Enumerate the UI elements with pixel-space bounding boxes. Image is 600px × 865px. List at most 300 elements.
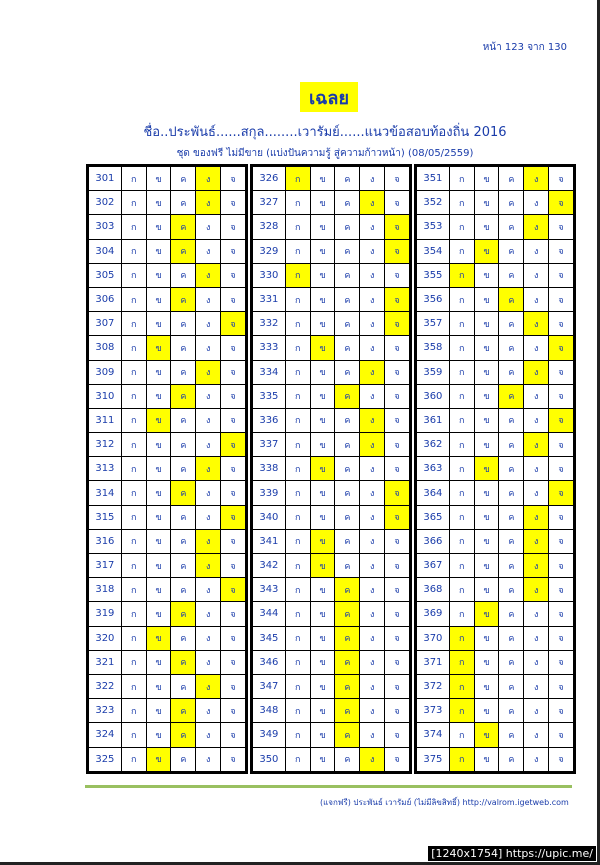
answer-option: ง <box>360 384 385 408</box>
answer-row <box>417 602 574 626</box>
answer-option: ค <box>171 554 196 578</box>
answer-option: ง <box>196 287 221 311</box>
answer-row <box>89 239 246 263</box>
answer-option: จ <box>549 505 574 529</box>
answer-option: ง <box>360 481 385 505</box>
question-number: 343 <box>253 578 286 602</box>
answer-option: ง <box>196 336 221 360</box>
answer-option: ง <box>360 505 385 529</box>
answer-option-correct: ข <box>474 239 499 263</box>
answer-option-correct: ข <box>474 602 499 626</box>
answer-option: จ <box>221 167 246 191</box>
answer-row <box>253 699 410 723</box>
question-number: 339 <box>253 481 286 505</box>
answer-row <box>417 312 574 336</box>
answer-option: ข <box>474 408 499 432</box>
question-number: 357 <box>417 312 450 336</box>
answer-row <box>253 723 410 747</box>
answer-option: จ <box>549 384 574 408</box>
question-number: 303 <box>89 215 122 239</box>
question-number: 363 <box>417 457 450 481</box>
answer-option: จ <box>221 191 246 215</box>
answer-option: จ <box>549 554 574 578</box>
answer-option: ก <box>285 433 310 457</box>
answer-option: จ <box>385 263 410 287</box>
answer-option: ข <box>474 433 499 457</box>
answer-option: จ <box>385 360 410 384</box>
answer-option: ค <box>171 360 196 384</box>
answer-row <box>253 384 410 408</box>
answer-option: จ <box>221 263 246 287</box>
answer-option-correct: ก <box>449 699 474 723</box>
answer-option: จ <box>221 336 246 360</box>
answer-option: ง <box>524 650 549 674</box>
question-number: 333 <box>253 336 286 360</box>
answer-option: ค <box>171 191 196 215</box>
answer-option: จ <box>549 360 574 384</box>
answer-option-correct: ข <box>310 529 335 553</box>
answer-option-correct: ง <box>196 554 221 578</box>
answer-option: ข <box>146 167 171 191</box>
question-number: 306 <box>89 287 122 311</box>
answer-option: ค <box>171 263 196 287</box>
answer-option: ง <box>360 699 385 723</box>
answer-option: ก <box>285 312 310 336</box>
answer-option-correct: ข <box>310 336 335 360</box>
answer-option: ข <box>146 239 171 263</box>
answer-option: ค <box>499 650 524 674</box>
answer-option: ค <box>335 287 360 311</box>
answer-option-correct: ค <box>171 239 196 263</box>
answer-option: ง <box>524 626 549 650</box>
answer-option: ข <box>474 554 499 578</box>
answer-option: ค <box>499 433 524 457</box>
question-number: 316 <box>89 529 122 553</box>
answer-option-correct: ค <box>335 699 360 723</box>
answer-row <box>89 699 246 723</box>
question-number: 317 <box>89 554 122 578</box>
answer-option: ข <box>146 457 171 481</box>
answer-option: ก <box>121 433 146 457</box>
answer-row <box>417 263 574 287</box>
question-number: 326 <box>253 167 286 191</box>
question-number: 356 <box>417 287 450 311</box>
answer-option-correct: ค <box>171 287 196 311</box>
answer-option-correct: จ <box>385 312 410 336</box>
question-number: 338 <box>253 457 286 481</box>
answer-option-correct: ก <box>449 674 474 698</box>
answer-option: จ <box>221 384 246 408</box>
answer-option: ง <box>196 747 221 771</box>
answer-row <box>417 529 574 553</box>
answer-option: จ <box>385 384 410 408</box>
answer-option: จ <box>549 239 574 263</box>
answer-option: จ <box>385 699 410 723</box>
answer-option: ข <box>310 360 335 384</box>
question-number: 312 <box>89 433 122 457</box>
answer-option: ง <box>196 723 221 747</box>
answer-row <box>417 747 574 771</box>
answer-option: ง <box>360 626 385 650</box>
answer-row <box>253 674 410 698</box>
answer-row <box>89 360 246 384</box>
answer-option-correct: ข <box>146 336 171 360</box>
answer-option-correct: ค <box>335 650 360 674</box>
question-number: 304 <box>89 239 122 263</box>
answer-row <box>253 408 410 432</box>
answer-option: ก <box>285 457 310 481</box>
answer-option: ง <box>196 239 221 263</box>
answer-option: ค <box>499 239 524 263</box>
question-number: 358 <box>417 336 450 360</box>
answer-row <box>417 167 574 191</box>
answer-row <box>417 287 574 311</box>
answer-option-correct: ค <box>335 626 360 650</box>
answer-option: ง <box>360 167 385 191</box>
answer-option: ง <box>196 384 221 408</box>
question-number: 361 <box>417 408 450 432</box>
answer-option: จ <box>385 747 410 771</box>
answer-option: ก <box>121 626 146 650</box>
answer-option-correct: ข <box>146 747 171 771</box>
answer-option: ข <box>310 433 335 457</box>
image-watermark: [1240x1754] https://upic.me/ <box>428 846 596 861</box>
answer-option: จ <box>385 191 410 215</box>
question-number: 348 <box>253 699 286 723</box>
answer-column-2 <box>250 164 412 774</box>
answer-option: ข <box>474 312 499 336</box>
answer-row <box>253 263 410 287</box>
answer-option: จ <box>221 408 246 432</box>
answer-option: ก <box>449 723 474 747</box>
answer-option: จ <box>549 674 574 698</box>
answer-row <box>417 215 574 239</box>
answer-option: จ <box>221 626 246 650</box>
answer-option: ง <box>360 723 385 747</box>
answer-option: ค <box>499 360 524 384</box>
answer-row <box>89 481 246 505</box>
answer-option: ก <box>121 263 146 287</box>
answer-row <box>417 457 574 481</box>
question-number: 332 <box>253 312 286 336</box>
answer-option: ก <box>449 505 474 529</box>
answer-option: ค <box>171 336 196 360</box>
answer-option: ก <box>449 384 474 408</box>
answer-option: ค <box>499 481 524 505</box>
answer-option: ง <box>196 699 221 723</box>
answer-option: ค <box>499 191 524 215</box>
answer-option-correct: ง <box>524 554 549 578</box>
answer-option: ข <box>146 578 171 602</box>
answer-option: ข <box>310 287 335 311</box>
question-number: 362 <box>417 433 450 457</box>
answer-option: ค <box>499 723 524 747</box>
answer-option: ง <box>360 650 385 674</box>
answer-option: จ <box>385 626 410 650</box>
answer-row <box>253 602 410 626</box>
answer-option: ข <box>310 699 335 723</box>
answer-option-correct: จ <box>385 481 410 505</box>
answer-option-correct: ค <box>499 287 524 311</box>
answer-row <box>89 263 246 287</box>
answer-option: ง <box>524 263 549 287</box>
answer-option: ง <box>524 239 549 263</box>
answer-option: ข <box>474 747 499 771</box>
question-number: 322 <box>89 674 122 698</box>
answer-option: จ <box>385 554 410 578</box>
question-number: 374 <box>417 723 450 747</box>
question-number: 351 <box>417 167 450 191</box>
question-number: 305 <box>89 263 122 287</box>
question-number: 359 <box>417 360 450 384</box>
answer-option: ง <box>360 554 385 578</box>
answer-option: ค <box>335 215 360 239</box>
answer-option: ข <box>310 263 335 287</box>
answer-option: ก <box>121 602 146 626</box>
answer-option: จ <box>221 529 246 553</box>
answer-option: ง <box>524 481 549 505</box>
answer-option: ค <box>171 578 196 602</box>
answer-row <box>253 650 410 674</box>
answer-option: ก <box>449 457 474 481</box>
answer-option: ก <box>285 360 310 384</box>
answer-option: ข <box>474 529 499 553</box>
answer-option-correct: ค <box>499 384 524 408</box>
answer-option: จ <box>549 626 574 650</box>
question-number: 330 <box>253 263 286 287</box>
question-number: 369 <box>417 602 450 626</box>
question-number: 372 <box>417 674 450 698</box>
answer-option: ข <box>310 674 335 698</box>
answer-row <box>417 650 574 674</box>
answer-option: ค <box>499 457 524 481</box>
question-number: 315 <box>89 505 122 529</box>
answer-option: ง <box>524 723 549 747</box>
answer-option: ค <box>499 554 524 578</box>
answer-option: ก <box>449 433 474 457</box>
answer-option: จ <box>549 287 574 311</box>
answer-option-correct: จ <box>549 336 574 360</box>
answer-option: จ <box>221 723 246 747</box>
question-number: 350 <box>253 747 286 771</box>
answer-option-correct: ค <box>335 723 360 747</box>
question-number: 309 <box>89 360 122 384</box>
answer-row <box>417 723 574 747</box>
answer-option-correct: ง <box>524 578 549 602</box>
answer-option: ก <box>285 287 310 311</box>
answer-option: จ <box>385 650 410 674</box>
answer-option-correct: ข <box>474 723 499 747</box>
answer-option-correct: ค <box>171 699 196 723</box>
question-number: 346 <box>253 650 286 674</box>
answer-row <box>417 554 574 578</box>
answer-option: ค <box>171 674 196 698</box>
question-number: 353 <box>417 215 450 239</box>
answer-option: ข <box>146 505 171 529</box>
answer-option-correct: จ <box>385 505 410 529</box>
answer-row <box>253 747 410 771</box>
answer-option-correct: ง <box>524 505 549 529</box>
answer-option: ง <box>524 191 549 215</box>
footer-divider <box>85 785 572 788</box>
answer-option-correct: ง <box>524 215 549 239</box>
answer-option: ง <box>360 457 385 481</box>
answer-option: ค <box>499 408 524 432</box>
answer-option: ก <box>285 723 310 747</box>
answer-option: ข <box>474 650 499 674</box>
answer-option: ข <box>474 626 499 650</box>
answer-option: ข <box>474 578 499 602</box>
answer-option: ก <box>285 674 310 698</box>
answer-option: ก <box>121 336 146 360</box>
answer-option: ง <box>524 287 549 311</box>
answer-option: ค <box>499 674 524 698</box>
answer-option: จ <box>385 723 410 747</box>
answer-option-correct: จ <box>385 287 410 311</box>
answer-option: ค <box>171 408 196 432</box>
answer-option: ข <box>310 505 335 529</box>
answer-option: ข <box>310 215 335 239</box>
answer-option: ก <box>285 554 310 578</box>
answer-option: ก <box>449 287 474 311</box>
answer-option: ก <box>449 167 474 191</box>
question-number: 355 <box>417 263 450 287</box>
answer-option: จ <box>221 481 246 505</box>
answer-row <box>253 191 410 215</box>
answer-option: ค <box>335 747 360 771</box>
answer-option: ค <box>171 312 196 336</box>
answer-option: ค <box>499 263 524 287</box>
answer-row <box>253 433 410 457</box>
question-number: 323 <box>89 699 122 723</box>
answer-option-correct: ค <box>171 384 196 408</box>
answer-option-correct: ง <box>360 360 385 384</box>
answer-option: ก <box>121 384 146 408</box>
answer-option: ก <box>121 723 146 747</box>
answer-option: ก <box>121 287 146 311</box>
question-number: 329 <box>253 239 286 263</box>
answer-row <box>89 312 246 336</box>
answer-row <box>89 674 246 698</box>
answer-option: ก <box>285 384 310 408</box>
answer-option: ค <box>335 336 360 360</box>
question-number: 308 <box>89 336 122 360</box>
answer-option: ง <box>360 336 385 360</box>
answer-option-correct: ก <box>449 626 474 650</box>
answer-option: ก <box>449 239 474 263</box>
answer-option: ข <box>146 191 171 215</box>
answer-row <box>89 602 246 626</box>
answer-option: ค <box>335 529 360 553</box>
answer-column-3 <box>414 164 576 774</box>
question-number: 344 <box>253 602 286 626</box>
answer-option: ก <box>121 674 146 698</box>
answer-row <box>417 433 574 457</box>
answer-option-correct: จ <box>549 481 574 505</box>
answer-row <box>417 191 574 215</box>
answer-option-correct: จ <box>221 433 246 457</box>
answer-option: ง <box>196 578 221 602</box>
answer-option: ข <box>146 384 171 408</box>
answer-row <box>417 578 574 602</box>
question-number: 373 <box>417 699 450 723</box>
question-number: 345 <box>253 626 286 650</box>
answer-option: ก <box>121 312 146 336</box>
answer-row <box>89 167 246 191</box>
answer-option: ง <box>196 215 221 239</box>
question-number: 340 <box>253 505 286 529</box>
answer-option: ค <box>499 312 524 336</box>
answer-row <box>89 578 246 602</box>
answer-option: จ <box>385 433 410 457</box>
answer-row <box>89 723 246 747</box>
answer-option: ค <box>171 457 196 481</box>
question-number: 318 <box>89 578 122 602</box>
answer-option-correct: ง <box>196 167 221 191</box>
answer-option: จ <box>549 747 574 771</box>
answer-option: ก <box>449 312 474 336</box>
answer-option: ก <box>121 699 146 723</box>
answer-option-correct: ง <box>196 191 221 215</box>
answer-row <box>417 481 574 505</box>
question-number: 328 <box>253 215 286 239</box>
answer-option-correct: ง <box>360 408 385 432</box>
answer-option: จ <box>221 747 246 771</box>
answer-option: ก <box>121 578 146 602</box>
answer-option: ง <box>196 312 221 336</box>
answer-option: ข <box>474 263 499 287</box>
answer-option: ก <box>121 408 146 432</box>
answer-option-correct: จ <box>221 312 246 336</box>
question-number: 319 <box>89 602 122 626</box>
answer-option: ข <box>310 481 335 505</box>
answer-option: ง <box>196 626 221 650</box>
answer-option-correct: ง <box>524 360 549 384</box>
answer-row <box>417 384 574 408</box>
answer-option: จ <box>221 457 246 481</box>
answer-option: ก <box>449 215 474 239</box>
question-number: 360 <box>417 384 450 408</box>
question-number: 334 <box>253 360 286 384</box>
answer-option: ค <box>335 505 360 529</box>
answer-option-correct: ข <box>310 554 335 578</box>
answer-option: ค <box>335 263 360 287</box>
answer-option: ก <box>449 602 474 626</box>
answer-option: ข <box>474 167 499 191</box>
answer-row <box>89 287 246 311</box>
question-number: 342 <box>253 554 286 578</box>
answer-option: ง <box>524 384 549 408</box>
answer-option: ข <box>146 312 171 336</box>
question-number: 337 <box>253 433 286 457</box>
question-number: 375 <box>417 747 450 771</box>
answer-option: ข <box>310 408 335 432</box>
answer-option: ง <box>524 408 549 432</box>
answer-option: ก <box>121 650 146 674</box>
question-number: 313 <box>89 457 122 481</box>
question-number: 364 <box>417 481 450 505</box>
answer-option: จ <box>221 215 246 239</box>
answer-option: ข <box>146 481 171 505</box>
answer-option-correct: ง <box>524 312 549 336</box>
answer-option: ก <box>285 481 310 505</box>
answer-option: ง <box>360 215 385 239</box>
answer-option: ง <box>360 263 385 287</box>
answer-option: ค <box>499 626 524 650</box>
answer-option-correct: จ <box>549 408 574 432</box>
answer-row <box>417 626 574 650</box>
answer-option: ก <box>121 457 146 481</box>
